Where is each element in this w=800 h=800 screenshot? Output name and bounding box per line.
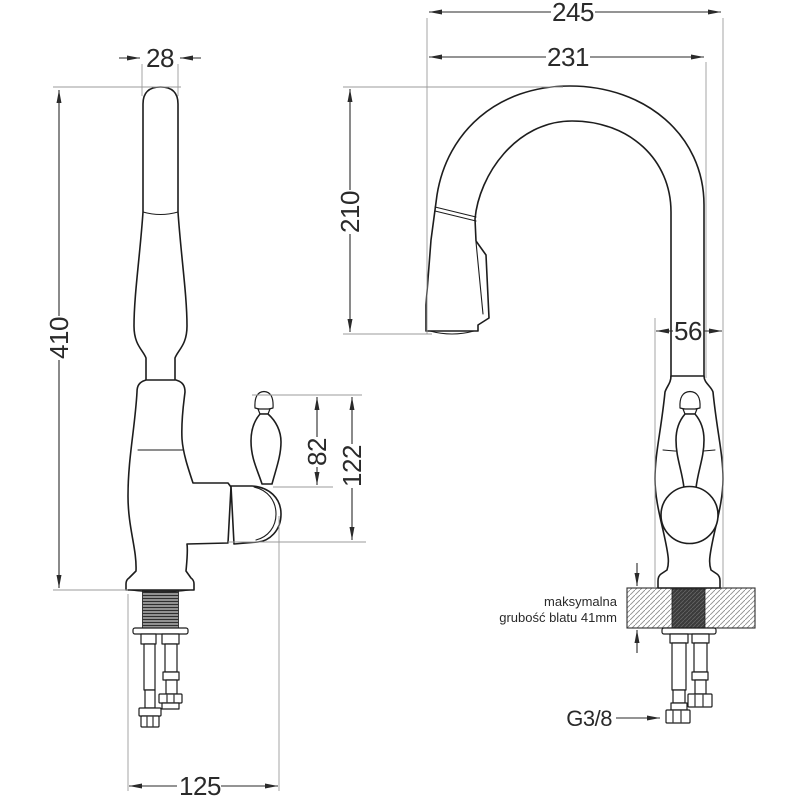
side-spout [134,87,187,381]
front-thread-stem [672,589,705,628]
counter-note-line1: maksymalna [544,594,617,609]
dim-label-handle-to-outlet-bottom: 122 [337,445,367,487]
side-supply-hoses [133,628,188,727]
dim-label-overall-depth: 245 [552,0,594,27]
thread-size-annotation [566,706,660,731]
dim-label-base-depth: 125 [179,771,221,800]
counter-note-line2: grubość blatu 41mm [499,610,617,625]
side-outlet-dome [231,486,281,544]
counter-thickness-annotation [499,563,637,653]
front-gooseneck [426,86,704,378]
front-mounting-flange [662,628,716,634]
countertop-section [627,588,755,628]
side-thread-stem [143,591,179,628]
side-view [44,43,367,800]
dim-label-spout-width: 28 [146,43,174,73]
side-mounting-flange [133,628,188,634]
front-handle-rosette [661,487,718,544]
dim-label-total-height: 410 [44,317,74,359]
dim-label-handle-to-outlet-top: 82 [302,438,332,466]
side-body [126,380,231,590]
dim-label-spout-reach: 231 [547,42,589,72]
front-supply-hoses [662,628,716,723]
dim-label-body-width: 56 [674,316,702,346]
front-view [335,0,755,731]
thread-size-label: G3/8 [566,706,612,731]
side-handle [251,392,281,485]
dim-label-spout-clearance: 210 [335,191,365,233]
